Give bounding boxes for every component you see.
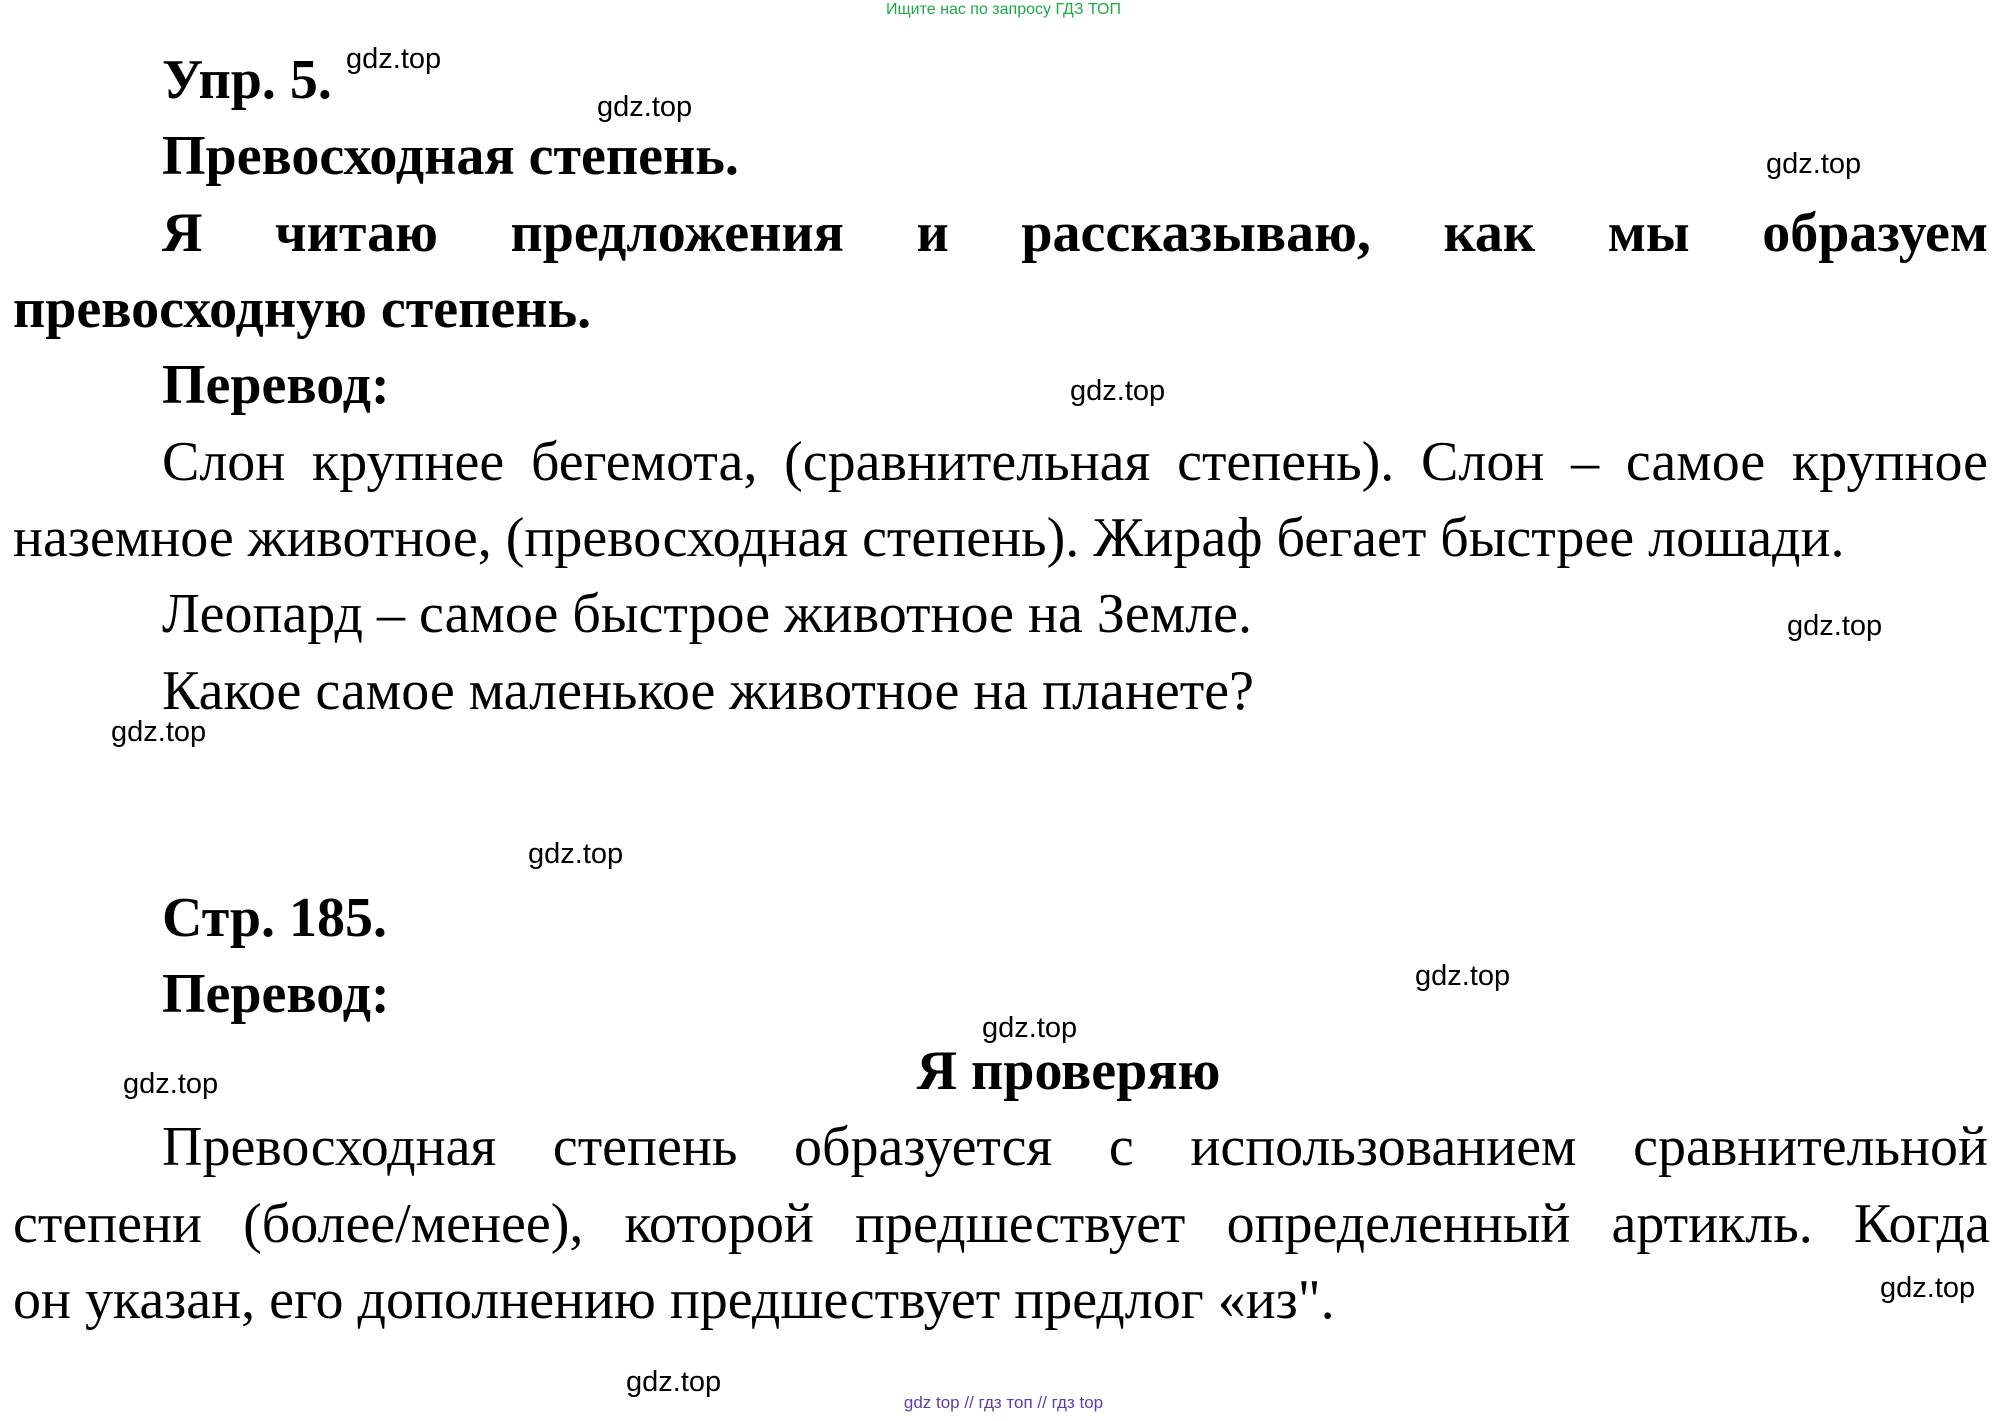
section-text-line-1: Превосходная степень образуется с использованием сравнительной [162,1116,1988,1178]
watermark: gdz.top [597,91,693,123]
paragraph-2: Леопард – самое быстрое животное на Земле. [162,583,1253,645]
paragraph-3: Какое самое маленькое животное на планете? [162,660,1254,722]
translation-label: Перевод: [162,354,390,416]
section-text-line-3: он указан, его дополнению предшествует предлог «из". [13,1269,1335,1331]
watermark: gdz.top [982,1012,1078,1044]
watermark: gdz.top [123,1068,219,1100]
watermark: gdz.top [1766,148,1862,180]
watermark: gdz.top [1070,375,1166,407]
exercise-heading: Упр. 5. [162,49,332,111]
watermark: gdz.top [1415,960,1511,992]
watermark: gdz.top [528,838,624,870]
section-text-line-2: степени (более/менее), которой предшествует определенный артикль. Когда [13,1193,1990,1255]
watermark: gdz.top [1880,1272,1976,1304]
footer-separator: // [964,1393,974,1412]
watermark: gdz.top [626,1366,722,1398]
footer-separator: // [1037,1393,1047,1412]
footer-link-gdz-top-ru[interactable]: гдз топ [978,1393,1033,1412]
watermark: gdz.top [1787,610,1883,642]
paragraph-1-line-2: наземное животное, (превосходная степень). Жираф бегает быстрее лошади. [13,507,1845,569]
instruction-line-1: Я читаю предложения и рассказываю, как мы образуем [162,202,1988,264]
footer-link-gdz-top[interactable]: gdz top [903,1393,960,1412]
watermark: gdz.top [111,716,207,748]
footer-link-gdz-top-mixed[interactable]: гдз top [1051,1393,1104,1412]
page-heading: Стр. 185. [162,887,388,949]
paragraph-1-line-1: Слон крупнее бегемота, (сравнительная степень). Слон – самое крупное [162,431,1988,493]
exercise-subheading: Превосходная степень. [162,125,739,187]
watermark: gdz.top [346,43,442,75]
footer-links [0,1393,2007,1413]
page-translation-label: Перевод: [162,963,390,1025]
section-title: Я проверяю [916,1040,1221,1102]
instruction-line-2: превосходную степень. [13,278,592,340]
top-search-note: Ищите нас по запросу ГДЗ ТОП [886,1,1121,18]
